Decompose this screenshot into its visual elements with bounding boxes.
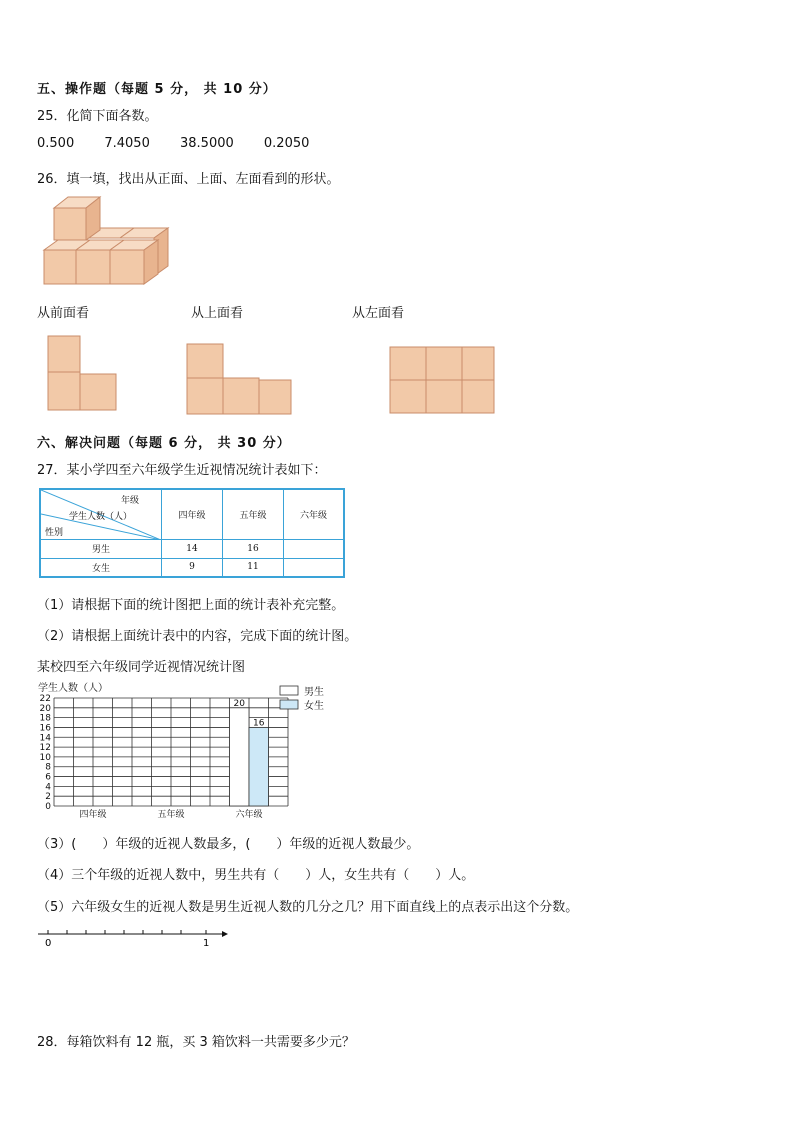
vision-bar-chart <box>34 680 344 822</box>
y-tick-label: 0 <box>45 802 51 812</box>
view-label-left: 从左面看 <box>352 306 405 321</box>
table-cell: 16 <box>223 539 284 558</box>
chart-xticks <box>79 808 262 820</box>
y-tick-label: 4 <box>45 782 51 793</box>
y-tick-label: 6 <box>45 772 51 783</box>
top-view-figure <box>185 342 295 416</box>
y-tick-label: 12 <box>39 743 51 754</box>
y-tick-label: 8 <box>45 762 51 773</box>
view-label-front: 从前面看 <box>37 306 90 321</box>
corner-count-label: 学生人数（人） <box>69 512 133 522</box>
q26-text: 26．填一填，找出从正面、上面、左面看到的形状。 <box>37 172 340 187</box>
legend-swatch <box>280 686 298 695</box>
q25-numbers <box>37 136 335 151</box>
grade-header: 四年级 <box>162 489 223 539</box>
chart-bars <box>230 699 269 806</box>
x-tick-label: 五年级 <box>157 810 185 820</box>
bar-value-label: 16 <box>253 718 265 729</box>
y-tick-label: 20 <box>39 703 51 714</box>
corner-grade-label: 年级 <box>121 496 140 506</box>
numberline-end: 1 <box>203 938 210 949</box>
chart-yticks <box>40 694 52 812</box>
bar <box>249 727 269 806</box>
grade-header: 六年级 <box>284 489 345 539</box>
section6-title: 六、解决问题（每题 6 分， 共 30 分） <box>37 436 291 451</box>
table-corner-cell <box>40 489 162 539</box>
y-tick-label: 16 <box>39 723 51 734</box>
q28-text: 28．每箱饮料有 12 瓶，买 3 箱饮料一共需要多少元？ <box>37 1035 355 1050</box>
chart-legend <box>280 685 324 712</box>
chart-title: 某校四至六年级同学近视情况统计图 <box>37 660 246 675</box>
table-row <box>40 539 344 558</box>
q25-number: 38.5000 <box>180 136 234 151</box>
cube-stack-figure <box>40 192 175 288</box>
q25-number: 7.4050 <box>104 136 150 151</box>
y-tick-label: 18 <box>39 713 51 724</box>
bar <box>230 708 250 806</box>
table-cell: 14 <box>162 539 223 558</box>
q27-sub1: （1）请根据下面的统计图把上面的统计表补充完整。 <box>37 598 345 613</box>
table-cell-blank[interactable] <box>284 558 345 577</box>
numberline-start: 0 <box>45 938 52 949</box>
x-tick-label: 六年级 <box>235 810 263 820</box>
q27-sub5: （5）六年级女生的近视人数是男生近视人数的几分之几？用下面直线上的点表示出这个分数。 <box>37 900 579 915</box>
table-row <box>40 558 344 577</box>
q27-text: 27．某小学四至六年级学生近视情况统计表如下： <box>37 463 327 478</box>
front-view-figure <box>46 334 120 414</box>
legend-label: 男生 <box>304 687 324 698</box>
corner-gender-label: 性别 <box>45 528 64 538</box>
grade-header: 五年级 <box>223 489 284 539</box>
q27-sub2: （2）请根据上面统计表中的内容，完成下面的统计图。 <box>37 629 358 644</box>
y-tick-label: 22 <box>39 694 51 704</box>
bar-value-label: 20 <box>233 698 245 709</box>
section5-title: 五、操作题（每题 5 分， 共 10 分） <box>37 82 277 97</box>
row-label: 男生 <box>40 539 162 558</box>
left-view-figure <box>388 345 498 415</box>
q27-sub4: （4）三个年级的近视人数中，男生共有（ ）人，女生共有（ ）人。 <box>37 868 475 883</box>
q25-text: 25．化简下面各数。 <box>37 109 158 124</box>
row-label: 女生 <box>40 558 162 577</box>
statistics-table <box>39 488 345 578</box>
y-tick-label: 10 <box>39 752 51 763</box>
legend-label: 女生 <box>304 701 324 712</box>
y-tick-label: 2 <box>45 792 51 803</box>
table-cell: 11 <box>223 558 284 577</box>
q27-sub3: （3）( ）年级的近视人数最多，( ）年级的近视人数最少。 <box>37 837 420 852</box>
number-line <box>34 924 234 950</box>
q25-number: 0.2050 <box>263 136 310 151</box>
table-cell: 9 <box>162 558 223 577</box>
q25-number: 0.500 <box>37 136 75 151</box>
table-cell-blank[interactable] <box>284 539 345 558</box>
legend-swatch <box>280 700 298 709</box>
y-tick-label: 14 <box>39 733 51 744</box>
chart-ylabel: 学生人数（人） <box>38 683 108 694</box>
view-label-top: 从上面看 <box>191 306 244 321</box>
x-tick-label: 四年级 <box>79 810 107 820</box>
